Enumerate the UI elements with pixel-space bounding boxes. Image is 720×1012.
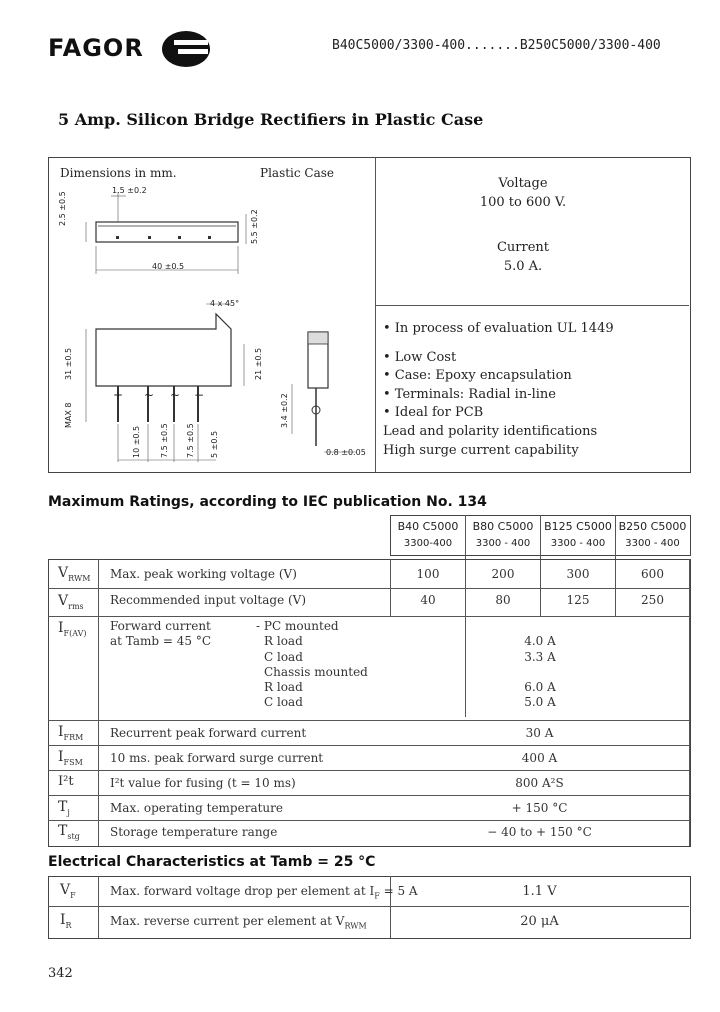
value-cell: 800 A²S xyxy=(515,776,564,790)
package-dimension-drawing xyxy=(56,184,366,464)
dim-label: 7.5 ±0.5 xyxy=(160,423,169,458)
desc-ifsm: 10 ms. peak forward surge current xyxy=(110,751,324,765)
dim-label: 40 ±0.5 xyxy=(152,262,185,271)
row-divider xyxy=(48,770,689,771)
symbol-tstg: $T_{stg}$ xyxy=(58,823,80,841)
part-number-range: B40C5000/3300-400.......B250C5000/3300-400 xyxy=(332,38,661,53)
feature-item: • Ideal for PCB xyxy=(383,405,484,421)
feature-item: • In process of evaluation UL 1449 xyxy=(383,321,614,336)
page-title: 5 Amp. Silicon Bridge Rectifiers in Plastic Case xyxy=(58,110,484,129)
c-load-label: C load xyxy=(264,695,303,709)
row-divider xyxy=(48,720,689,721)
value-cell: 6.0 A xyxy=(524,680,556,694)
value-cell: 400 A xyxy=(521,751,558,765)
r-load-label: R load xyxy=(264,680,303,694)
value-cell: 600 xyxy=(641,567,664,581)
value-cell: 4.0 A xyxy=(524,634,556,648)
col-header-code: 3300 - 400 xyxy=(475,538,531,549)
row-divider xyxy=(48,906,689,907)
page-number: 342 xyxy=(48,966,73,981)
value-cell: 1.1 V xyxy=(522,884,557,899)
value-cell: 40 xyxy=(420,593,436,607)
desc-ifrm: Recurrent peak forward current xyxy=(110,726,307,740)
col-header-name: B80 C5000 xyxy=(472,520,534,533)
dim-label: 2.5 ±0.5 xyxy=(58,191,67,226)
dim-label: 1.5 ±0.2 xyxy=(112,186,147,195)
feature-item: Lead and polarity identifications xyxy=(383,423,598,439)
feature-item: • Terminals: Radial in-line xyxy=(383,386,556,402)
symbol-ifsm: $I_{FSM}$ xyxy=(58,749,83,767)
case-label: Plastic Case xyxy=(260,166,335,180)
features-divider xyxy=(376,305,689,306)
dim-label: 4 x 45° xyxy=(210,299,240,308)
c-load-label: C load xyxy=(264,650,303,664)
symbol-vrms: $V_{rms}$ xyxy=(58,593,84,611)
col-header-name: B125 C5000 xyxy=(544,520,612,533)
symbol-tj: $T_j$ xyxy=(58,799,70,817)
feature-item: High surge current capability xyxy=(383,442,579,458)
box-divider xyxy=(375,157,376,472)
dim-label: 5.5 ±0.2 xyxy=(250,209,259,244)
brand-logo-text: FAGOR xyxy=(48,34,144,62)
feature-list xyxy=(383,320,614,460)
value-cell: − 40 to + 150 °C xyxy=(487,825,592,839)
row-divider xyxy=(48,820,689,821)
dim-label: 3.4 ±0.2 xyxy=(280,393,289,428)
pin-symbol: − xyxy=(194,388,205,402)
desc-ir: Max. reverse current per element at $V_{RWM}$ xyxy=(110,914,367,931)
fagor-logo-icon xyxy=(160,29,212,69)
dim-label: 21 ±0.5 xyxy=(254,347,263,380)
desc-tj: Max. operating temperature xyxy=(110,801,283,815)
value-cell: 200 xyxy=(491,567,515,581)
value-cell: 125 xyxy=(566,593,590,607)
dim-label: 5 ±0.5 xyxy=(210,430,219,458)
symbol-vf: $V_F$ xyxy=(60,882,76,900)
col-header-code: 3300 - 400 xyxy=(550,538,606,549)
current-label: Current xyxy=(496,240,550,255)
value-cell: 250 xyxy=(641,593,664,607)
dim-label: 31 ±0.5 xyxy=(64,347,73,380)
symbol-vrwm: $V_{RWM}$ xyxy=(58,565,91,583)
row-divider xyxy=(48,745,689,746)
symbol-col-divider xyxy=(98,876,99,938)
feature-item: • Case: Epoxy encapsulation xyxy=(383,368,572,384)
desc-vrwm: Max. peak working voltage (V) xyxy=(110,567,297,581)
voltage-value: 100 to 600 V. xyxy=(479,195,567,210)
pin-symbol: ~ xyxy=(170,388,181,402)
chassis-mounted-label: Chassis mounted xyxy=(264,665,368,679)
dim-label: MAX 8 xyxy=(64,402,73,428)
desc-vf: Max. forward voltage drop per element at $I_F = 5$ A xyxy=(110,884,418,901)
desc-tstg: Storage temperature range xyxy=(110,825,278,839)
current-value: 5.0 A. xyxy=(503,259,543,274)
max-ratings-title: Maximum Ratings, according to IEC publication No. 134 xyxy=(48,494,487,510)
value-cell: 20 μA xyxy=(520,914,559,929)
r-load-label: R load xyxy=(264,634,303,648)
value-cell: 5.0 A xyxy=(524,695,556,709)
col-header-code: 3300 - 400 xyxy=(625,538,680,549)
col-header-name: B40 C5000 xyxy=(397,520,459,533)
desc-vrms: Recommended input voltage (V) xyxy=(110,593,307,607)
value-cell: 3.3 A xyxy=(524,650,556,664)
electrical-title: Electrical Characteristics at Tamb = 25 °C xyxy=(48,854,376,870)
value-cell: 300 xyxy=(566,567,590,581)
row-divider xyxy=(48,616,689,617)
dimensions-label: Dimensions in mm. xyxy=(60,166,177,180)
col-header-code: 3300-400 xyxy=(403,538,453,549)
pin-symbol: + xyxy=(113,388,124,402)
symbol-ifav: $I_{F(AV)}$ xyxy=(58,620,87,638)
dim-label: 10 ±0.5 xyxy=(132,425,141,458)
col-header-name: B250 C5000 xyxy=(618,520,687,533)
row-divider xyxy=(48,795,689,796)
desc-i2t: I²t value for fusing (t = 10 ms) xyxy=(110,776,296,790)
dim-label: 7.5 ±0.5 xyxy=(186,423,195,458)
symbol-ifrm: $I_{FRM}$ xyxy=(58,724,84,742)
symbol-ir: $I_R$ xyxy=(60,912,72,930)
value-cell: 100 xyxy=(416,567,440,581)
pin-symbol: ~ xyxy=(144,388,155,402)
symbol-col-divider xyxy=(98,559,99,846)
value-cell: 80 xyxy=(495,593,511,607)
pc-mounted-label: - PC mounted xyxy=(256,619,339,633)
symbol-i2t: I²t xyxy=(58,774,74,789)
value-cell: 30 A xyxy=(525,726,554,740)
desc-ifav-condition: at Tamb = 45 °C xyxy=(110,634,212,648)
value-cell: + 150 °C xyxy=(511,801,568,815)
dim-label: 0.8 ±0.05 xyxy=(326,448,366,457)
desc-ifav: Forward current xyxy=(110,619,211,633)
row-divider xyxy=(48,588,689,589)
feature-item: • Low Cost xyxy=(383,349,457,365)
voltage-label: Voltage xyxy=(498,176,548,191)
